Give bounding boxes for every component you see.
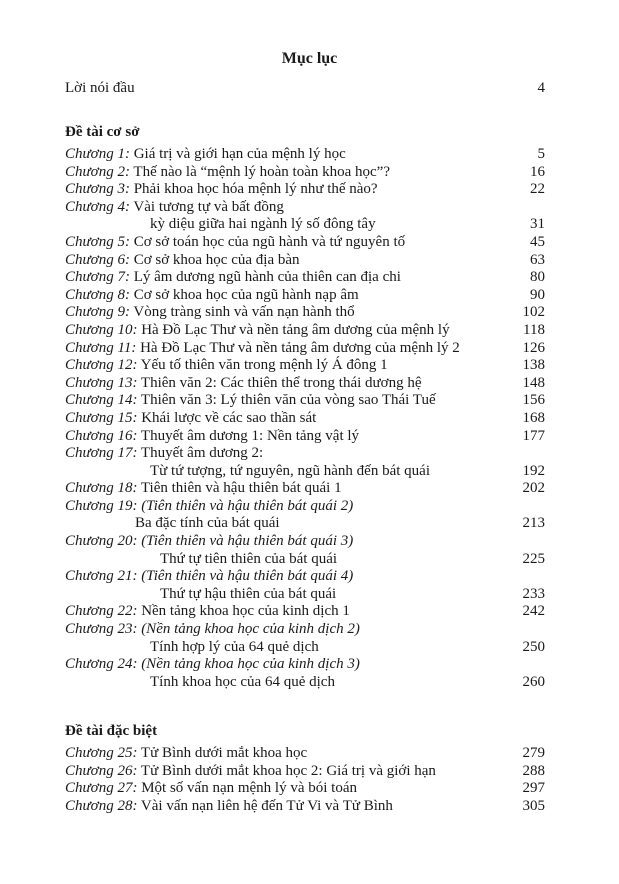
chapter-title: Hà Đồ Lạc Thư và nền tảng âm dương của mệnh lý 2: [140, 339, 460, 356]
chapter-row-continued: [65, 551, 545, 569]
chapter-title: Thiên văn 3: Lý thiên văn của vòng sao Thái Tuế: [140, 392, 436, 409]
page-title: Mục lục: [281, 50, 338, 67]
chapter-page: 168: [522, 409, 545, 426]
chapter-title: Cơ sở toán học của ngũ hành và tứ nguyên tố: [133, 233, 406, 250]
chapter-title: Cơ sở khoa học của địa bàn: [133, 251, 300, 268]
chapter-title: Giá trị và giới hạn của mệnh lý học: [133, 146, 346, 162]
chapter-row: [65, 656, 545, 674]
chapter-title: Thế nào là “mệnh lý hoàn toàn khoa học”?: [133, 163, 390, 180]
chapter-title: Vài vấn nạn liên hệ đến Tử Vi và Tử Bình: [140, 797, 393, 814]
chapter-page: 297: [522, 780, 545, 797]
chapter-title: Thuyết âm dương 2:: [140, 445, 264, 462]
chapter-row: [65, 445, 545, 463]
chapter-page: 22: [530, 181, 545, 198]
chapter-row-continued: [65, 216, 545, 234]
chapter-label: Chương 16:: [65, 427, 138, 444]
chapter-title: Khái lược về các sao thần sát: [141, 409, 317, 426]
chapter-page: 260: [522, 673, 545, 690]
chapter-row: [65, 798, 545, 816]
chapter-title: Lý âm dương ngũ hành của thiên can địa chi: [133, 269, 401, 286]
chapter-row: [65, 780, 545, 798]
chapter-title: Phải khoa học hóa mệnh lý như thế nào?: [133, 181, 378, 198]
chapter-page: 192: [522, 462, 545, 479]
chapter-title: Một số vấn nạn mệnh lý và bói toán: [141, 780, 357, 797]
chapter-page: 250: [522, 638, 545, 655]
chapter-page: 213: [522, 515, 545, 532]
chapter-label: Chương 27:: [65, 780, 138, 797]
chapter-row: [65, 234, 545, 252]
chapter-page: 148: [522, 374, 545, 391]
chapter-row: [65, 269, 545, 287]
chapter-row: [65, 763, 545, 781]
chapter-label: Chương 20:: [65, 533, 138, 550]
chapter-page: 288: [522, 762, 545, 779]
chapter-row: [65, 428, 545, 446]
chapter-title: Tiên thiên và hậu thiên bát quái 1: [140, 480, 342, 497]
chapter-row: [65, 745, 545, 763]
chapter-row: [65, 410, 545, 428]
chapter-row-continued: [65, 639, 545, 657]
chapter-title: Tử Bình dưới mắt khoa học 2: Giá trị và giới hạn: [140, 762, 436, 779]
chapter-row-continued: [65, 586, 545, 604]
chapter-label: Chương 25:: [65, 745, 138, 761]
chapter-row-continued: [65, 674, 545, 692]
chapter-label: Chương 5:: [65, 233, 130, 250]
section-title-foundation: Đề tài cơ sở: [65, 124, 140, 140]
chapter-page: 16: [530, 163, 545, 180]
chapter-row: [65, 181, 545, 199]
chapter-subtitle: Tính hợp lý của 64 quẻ dịch: [150, 638, 319, 655]
chapter-subtitle: Thứ tự hậu thiên của bát quái: [160, 585, 337, 602]
chapter-row: [65, 304, 545, 322]
chapter-page: 126: [522, 339, 545, 356]
chapter-subtitle: Từ tứ tượng, tứ nguyên, ngũ hành đến bát quái: [150, 462, 430, 479]
chapter-row: [65, 340, 545, 358]
chapter-row: [65, 603, 545, 621]
chapter-label: Chương 28:: [65, 797, 138, 814]
chapter-subtitle: kỳ diệu giữa hai ngành lý số đông tây: [150, 216, 376, 233]
chapter-row: [65, 392, 545, 410]
chapter-label: Chương 8:: [65, 286, 130, 303]
chapter-page: 202: [522, 480, 545, 497]
chapter-title: (Tiên thiên và hậu thiên bát quái 3): [141, 533, 354, 550]
chapter-label: Chương 19:: [65, 497, 138, 514]
chapter-row-continued: [65, 463, 545, 481]
chapter-page: 305: [522, 797, 545, 814]
chapter-label: Chương 1:: [65, 146, 130, 162]
chapter-list-foundation: [65, 146, 545, 691]
chapter-row: [65, 287, 545, 305]
chapter-label: Chương 4:: [65, 198, 130, 215]
chapter-title: Thuyết âm dương 1: Nền tảng vật lý: [140, 427, 360, 444]
chapter-row: [65, 480, 545, 498]
chapter-title: Vòng tràng sinh và vấn nạn hành thổ: [133, 304, 355, 321]
chapter-label: Chương 18:: [65, 480, 138, 497]
chapter-label: Chương 24:: [65, 656, 138, 673]
chapter-row: [65, 621, 545, 639]
chapter-row: [65, 375, 545, 393]
chapter-label: Chương 22:: [65, 603, 138, 620]
chapter-page: 118: [523, 321, 545, 338]
chapter-label: Chương 6:: [65, 251, 130, 268]
chapter-row: [65, 164, 545, 182]
chapter-page: 31: [530, 216, 545, 233]
chapter-row: [65, 533, 545, 551]
chapter-page: 156: [522, 392, 545, 409]
preface-page: 4: [537, 80, 545, 96]
chapter-page: 242: [522, 603, 545, 620]
chapter-row: [65, 252, 545, 270]
chapter-subtitle: Tính khoa học của 64 quẻ dịch: [150, 673, 335, 690]
preface-label: Lời nói đầu: [65, 80, 135, 96]
chapter-label: Chương 11:: [65, 339, 137, 356]
chapter-title: Thiên văn 2: Các thiên thể trong thái dương hệ: [140, 374, 422, 391]
chapter-title: (Nền tảng khoa học của kinh dịch 2): [141, 621, 360, 638]
chapter-row: [65, 199, 545, 217]
chapter-page: 279: [522, 745, 545, 761]
chapter-label: Chương 15:: [65, 409, 138, 426]
chapter-label: Chương 12:: [65, 357, 138, 374]
chapter-page: 5: [537, 146, 545, 162]
chapter-page: 233: [522, 585, 545, 602]
chapter-subtitle: Thứ tự tiên thiên của bát quái: [160, 550, 338, 567]
chapter-label: Chương 21:: [65, 568, 138, 585]
chapter-subtitle: Ba đặc tính của bát quái: [135, 515, 280, 532]
chapter-title: (Nền tảng khoa học của kinh dịch 3): [141, 656, 360, 673]
chapter-label: Chương 14:: [65, 392, 138, 409]
chapter-page: 138: [522, 357, 545, 374]
chapter-title: Cơ sở khoa học của ngũ hành nạp âm: [133, 286, 359, 303]
preface-row: [65, 80, 545, 98]
chapter-title: Hà Đồ Lạc Thư và nền tảng âm dương của mệnh lý: [141, 321, 450, 338]
chapter-page: 177: [522, 427, 545, 444]
chapter-row: [65, 322, 545, 340]
chapter-page: 45: [530, 233, 545, 250]
chapter-label: Chương 2:: [65, 163, 130, 180]
chapter-title: (Tiên thiên và hậu thiên bát quái 4): [141, 568, 354, 585]
chapter-page: 90: [530, 286, 545, 303]
chapter-page: 63: [530, 251, 545, 268]
chapter-label: Chương 13:: [65, 374, 138, 391]
section-title-special: Đề tài đặc biệt: [65, 723, 158, 739]
chapter-title: Tử Bình dưới mắt khoa học: [140, 745, 308, 761]
chapter-title: Nền tảng khoa học của kinh dịch 1: [141, 603, 350, 620]
chapter-label: Chương 10:: [65, 321, 138, 338]
chapter-page: 102: [522, 304, 545, 321]
chapter-label: Chương 26:: [65, 762, 138, 779]
chapter-title: Yếu tố thiên văn trong mệnh lý Á đông 1: [140, 357, 388, 374]
chapter-row: [65, 146, 545, 164]
chapter-label: Chương 3:: [65, 181, 130, 198]
chapter-page: 80: [530, 269, 545, 286]
chapter-row-continued: [65, 515, 545, 533]
chapter-label: Chương 7:: [65, 269, 130, 286]
chapter-label: Chương 17:: [65, 445, 138, 462]
chapter-title: Vài tương tự và bất đồng: [133, 198, 284, 215]
chapter-list-special: [65, 745, 545, 815]
chapter-row: [65, 568, 545, 586]
chapter-label: Chương 9:: [65, 304, 130, 321]
chapter-title: (Tiên thiên và hậu thiên bát quái 2): [141, 497, 354, 514]
chapter-row: [65, 357, 545, 375]
chapter-row: [65, 498, 545, 516]
chapter-label: Chương 23:: [65, 621, 138, 638]
chapter-page: 225: [522, 550, 545, 567]
